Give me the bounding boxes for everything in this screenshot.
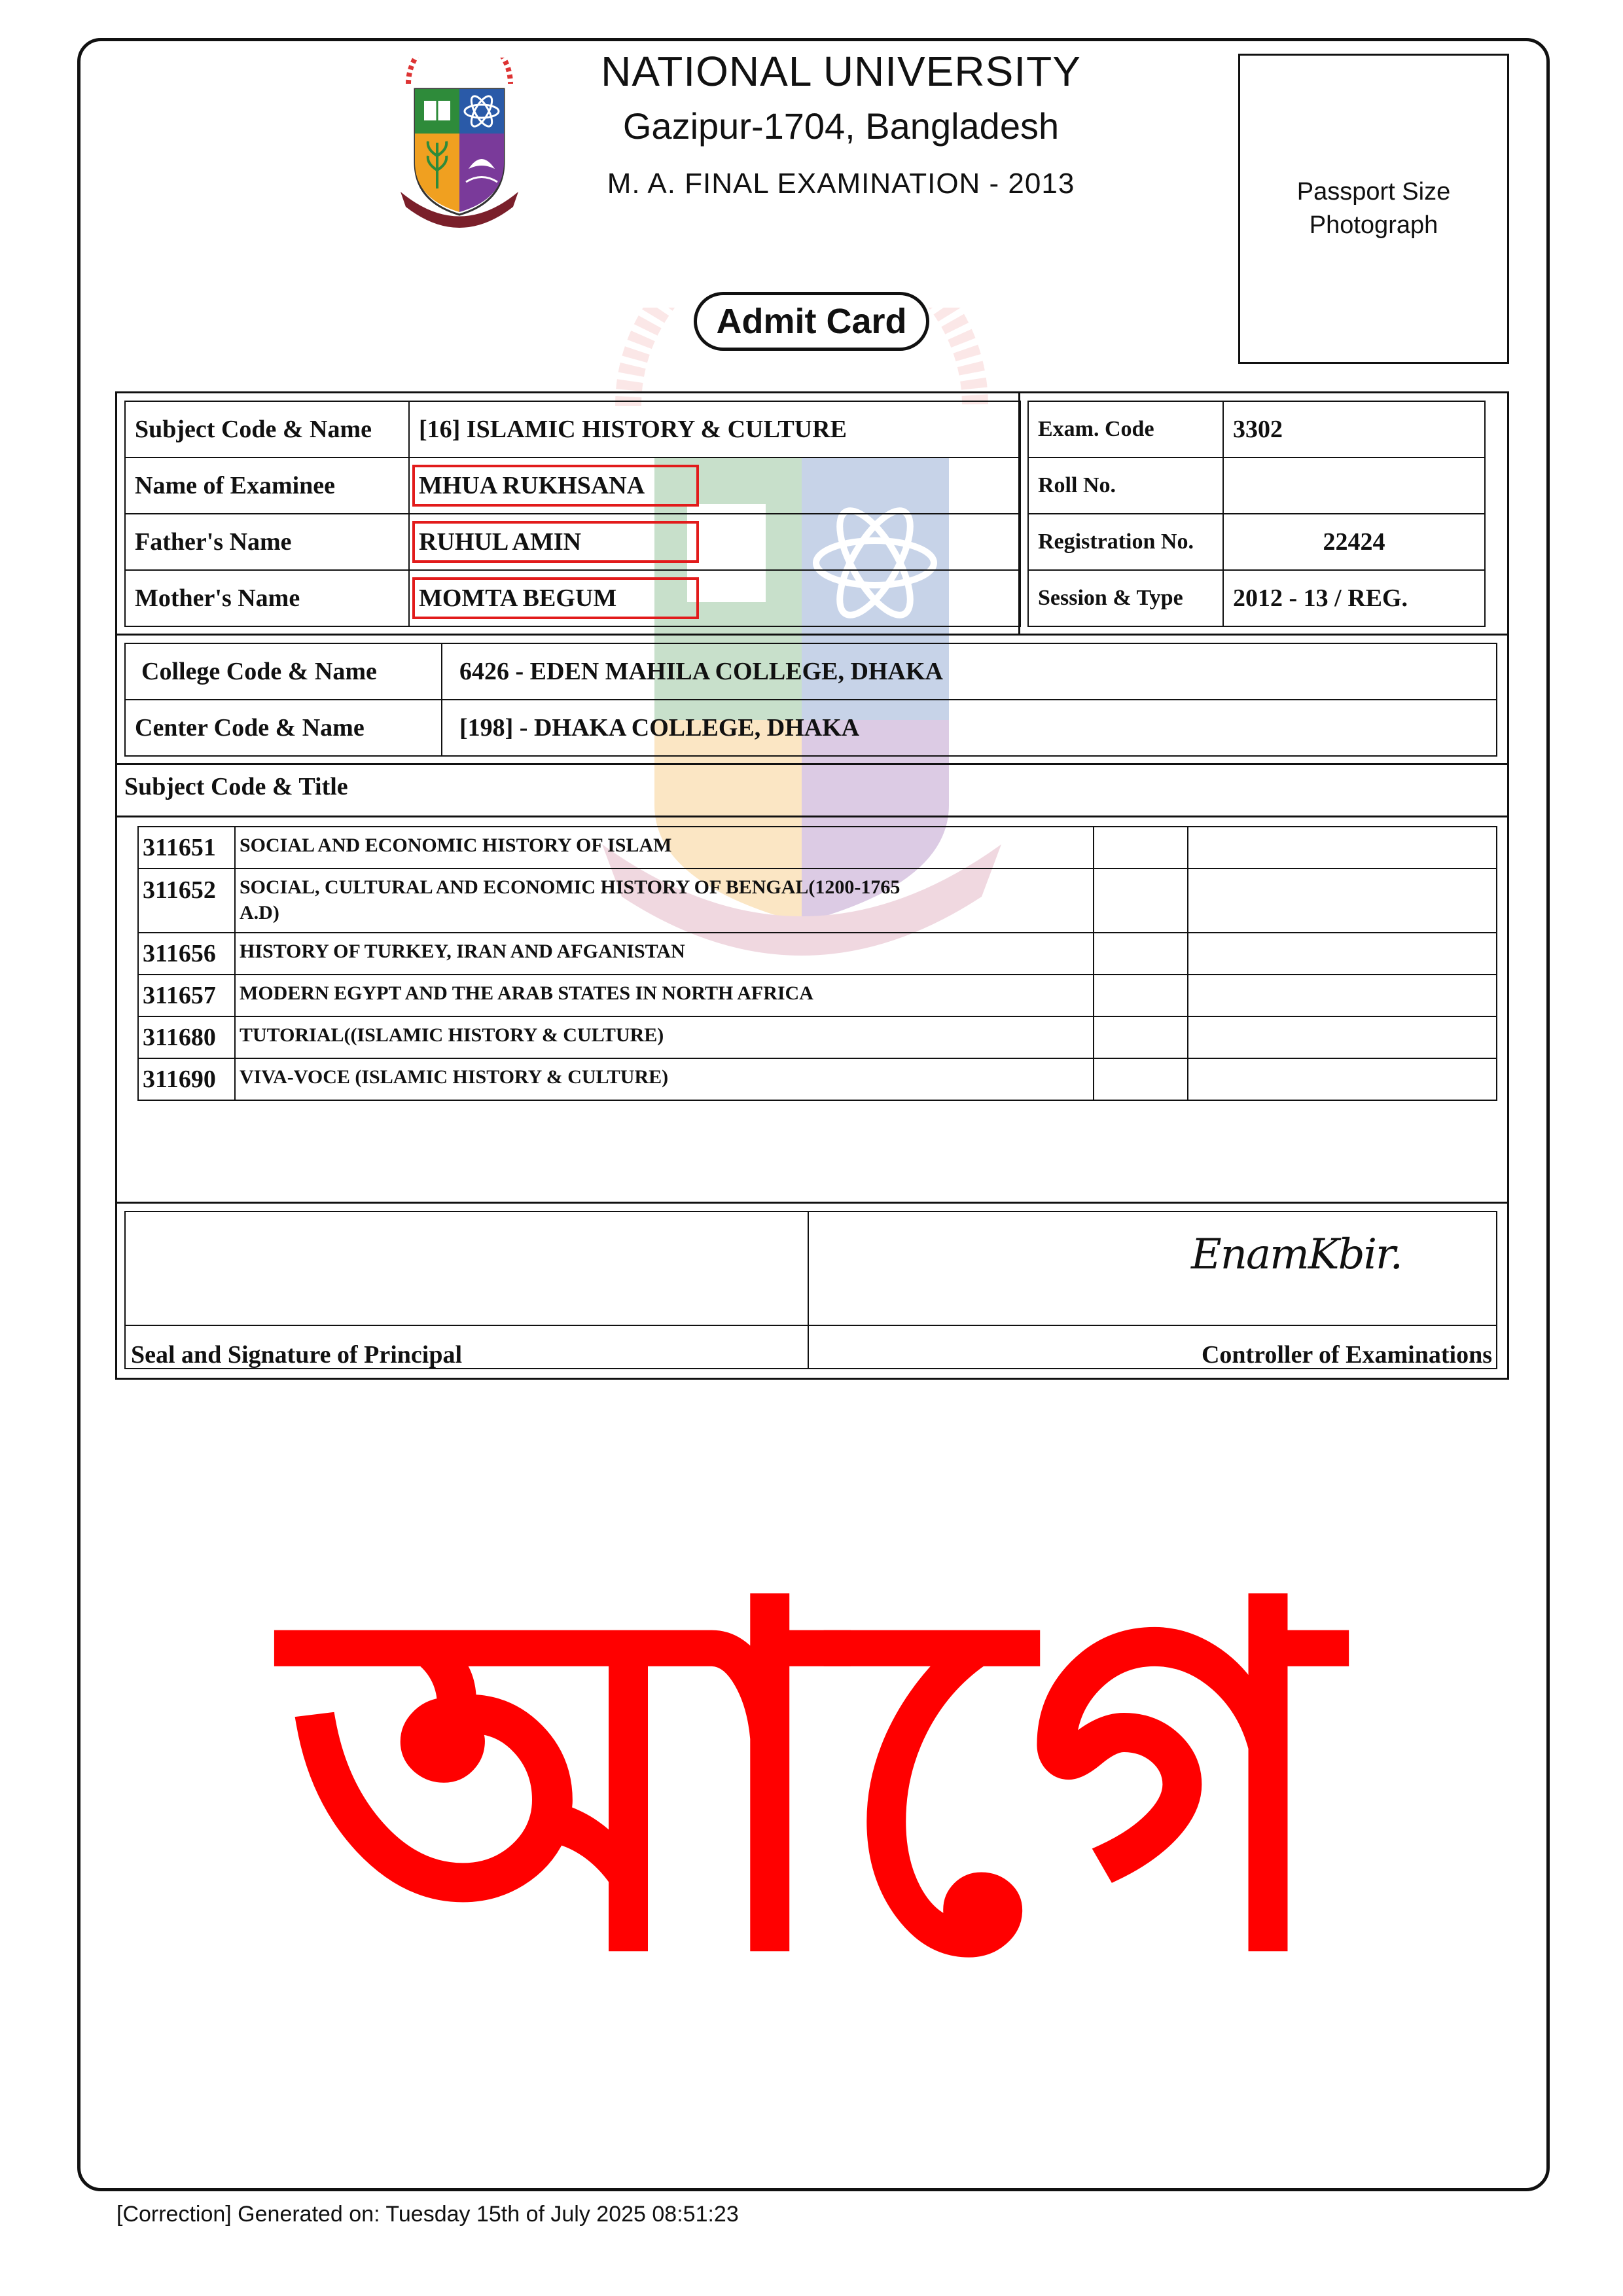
university-name: NATIONAL UNIVERSITY <box>601 48 1081 95</box>
subject-value: [16] ISLAMIC HISTORY & CULTURE <box>408 401 1021 458</box>
subjects-table <box>137 826 1497 1103</box>
subject-title: SOCIAL AND ECONOMIC HISTORY OF ISLAM <box>234 826 1094 869</box>
passport-photo-placeholder <box>1238 54 1509 364</box>
subject-blank-cell <box>1093 932 1188 975</box>
section-divider <box>115 634 1509 636</box>
subject-blank-cell <box>1187 974 1497 1017</box>
center-label: Center Code & Name <box>124 699 442 757</box>
subject-blank-cell <box>1093 1016 1188 1059</box>
subject-code: 311651 <box>137 826 236 869</box>
session-label: Session & Type <box>1027 569 1224 627</box>
father-value: RUHUL AMIN <box>408 513 1021 571</box>
controller-signature-label: Controller of Examinations <box>1201 1341 1492 1369</box>
exam-info-table <box>1027 401 1486 627</box>
subject-title: TUTORIAL((ISLAMIC HISTORY & CULTURE) <box>234 1016 1094 1059</box>
exam-code-label: Exam. Code <box>1027 401 1224 458</box>
controller-signature: EnamKbir. <box>1191 1230 1402 1279</box>
examinee-value: MHUA RUKHSANA <box>408 457 1021 514</box>
mother-value: MOMTA BEGUM <box>408 569 1021 627</box>
subject-title: HISTORY OF TURKEY, IRAN AND AFGANISTAN <box>234 932 1094 975</box>
principal-signature-label: Seal and Signature of Principal <box>131 1341 463 1369</box>
photo-placeholder-text: Passport Size Photograph <box>1296 177 1451 239</box>
subject-blank-cell <box>1187 1016 1497 1059</box>
subject-blank-cell <box>1187 1058 1497 1101</box>
exam-code-value: 3302 <box>1222 401 1486 458</box>
subject-blank-cell <box>1093 1058 1188 1101</box>
subject-blank-cell <box>1187 826 1497 869</box>
section-divider <box>115 1202 1509 1204</box>
examinee-highlight-box <box>412 465 699 507</box>
registration-label: Registration No. <box>1027 513 1224 571</box>
subject-blank-cell <box>1093 974 1188 1017</box>
roll-label: Roll No. <box>1027 457 1224 514</box>
exam-title: M. A. FINAL EXAMINATION - 2013 <box>607 168 1075 200</box>
overlay-word-text: আগে <box>287 1507 1336 1983</box>
subject-title: SOCIAL, CULTURAL AND ECONOMIC HISTORY OF BENGAL(1200-1765 A.D) <box>234 868 1094 933</box>
session-value: 2012 - 13 / REG. <box>1222 569 1486 627</box>
subject-code: 311680 <box>137 1016 236 1059</box>
subject-blank-cell <box>1093 826 1188 869</box>
center-value: [198] - DHAKA COLLEGE, DHAKA <box>441 699 1497 757</box>
subject-blank-cell <box>1187 868 1497 933</box>
mother-highlight-box <box>412 577 699 619</box>
college-label: College Code & Name <box>124 643 442 700</box>
examinee-label: Name of Examinee <box>124 457 410 514</box>
table-divider <box>1018 391 1020 635</box>
subject-label: Subject Code & Name <box>124 401 410 458</box>
subject-title: MODERN EGYPT AND THE ARAB STATES IN NORTH AFRICA <box>234 974 1094 1017</box>
subject-title: VIVA-VOCE (ISLAMIC HISTORY & CULTURE) <box>234 1058 1094 1101</box>
university-address: Gazipur-1704, Bangladesh <box>622 105 1060 147</box>
subject-blank-cell <box>1093 868 1188 933</box>
admit-card-badge: Admit Card <box>694 292 929 351</box>
section-divider <box>115 763 1509 765</box>
overlay-bengali-word <box>79 1486 1544 1983</box>
subject-code: 311690 <box>137 1058 236 1101</box>
generated-footer: [Correction] Generated on: Tuesday 15th of July 2025 08:51:23 <box>116 2202 739 2227</box>
roll-value <box>1222 457 1486 514</box>
subject-code: 311657 <box>137 974 236 1017</box>
subjects-header: Subject Code & Title <box>124 773 348 800</box>
mother-label: Mother's Name <box>124 569 410 627</box>
college-value: 6426 - EDEN MAHILA COLLEGE, DHAKA <box>441 643 1497 700</box>
father-label: Father's Name <box>124 513 410 571</box>
college-table <box>124 643 1497 757</box>
father-highlight-box <box>412 521 699 563</box>
subject-code: 311652 <box>137 868 236 933</box>
subject-code: 311656 <box>137 932 236 975</box>
subject-blank-cell <box>1187 932 1497 975</box>
university-logo <box>395 58 524 234</box>
section-divider <box>115 816 1509 817</box>
registration-value: 22424 <box>1222 513 1486 571</box>
principal-signature-area <box>124 1211 809 1326</box>
